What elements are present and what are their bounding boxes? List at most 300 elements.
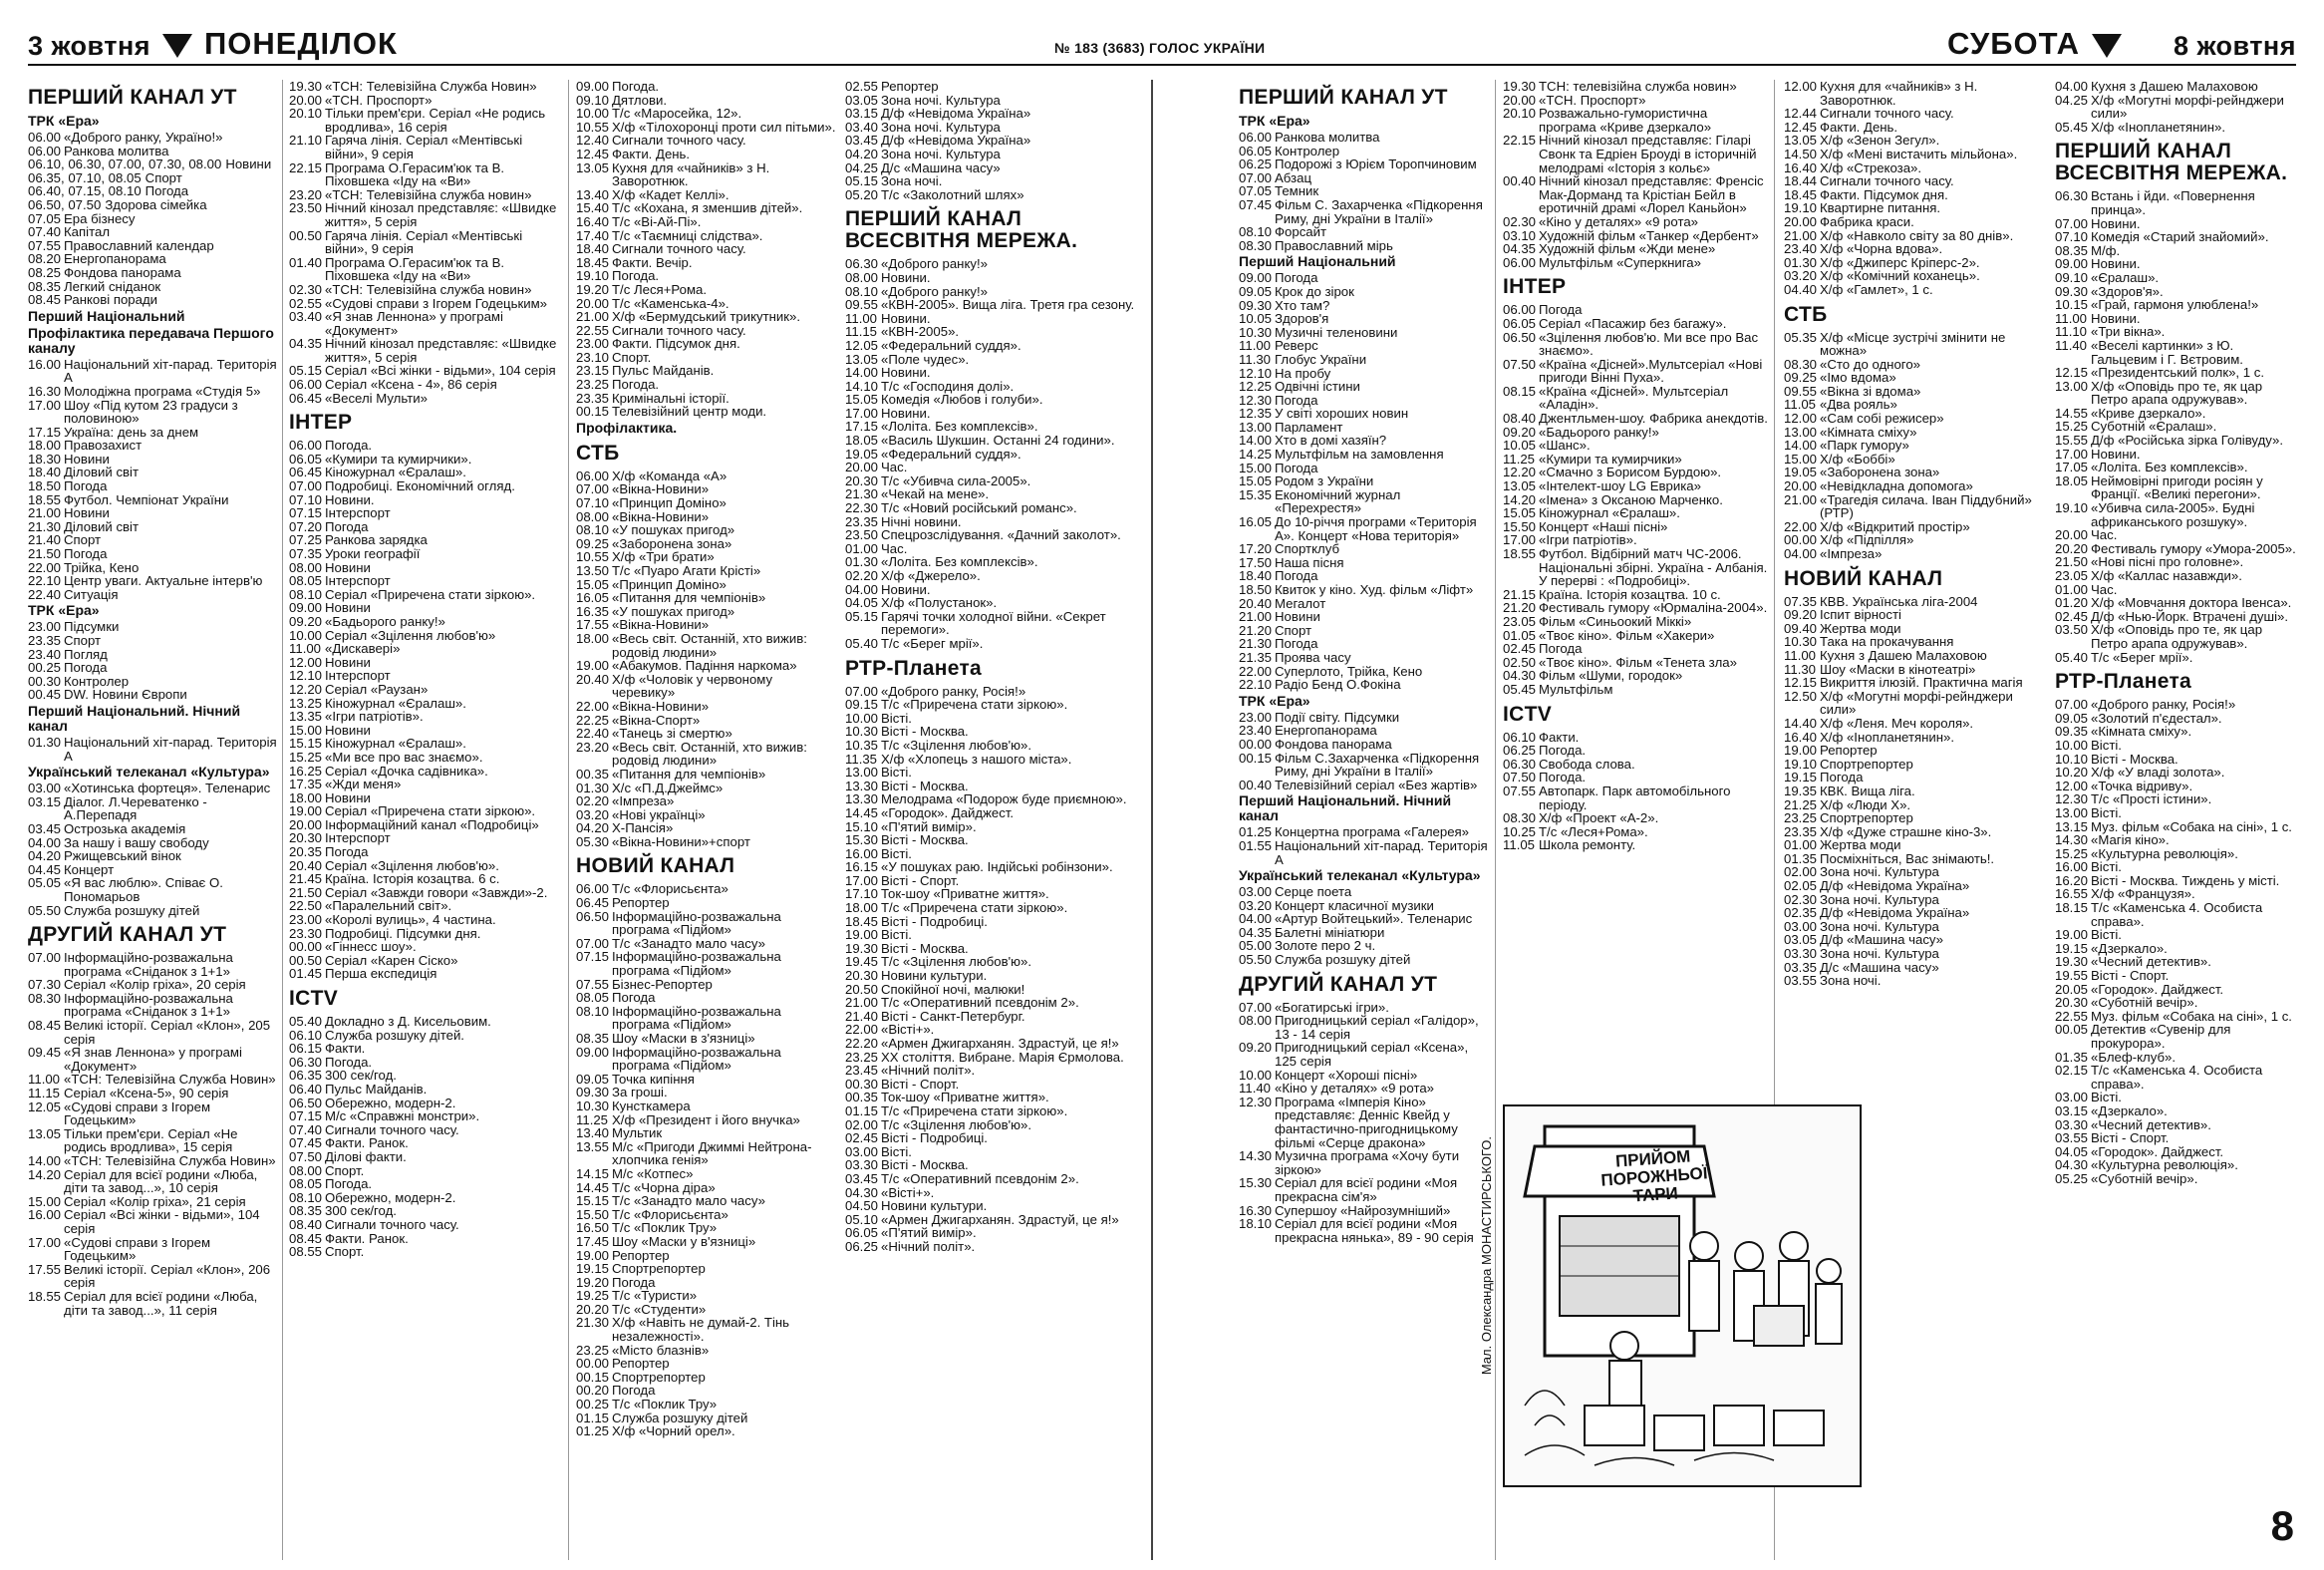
program-time: 09.35 <box>2055 724 2089 740</box>
program-time: 17.35 <box>289 777 323 792</box>
program-item <box>28 620 277 634</box>
program-title: Д/с «Машина часу» <box>881 159 1001 175</box>
program-item <box>845 915 1144 929</box>
program-title: Інформаційно-розважальна програма «Підйом» <box>612 949 781 979</box>
program-time: 03.20 <box>576 806 610 822</box>
program-time: 10.30 <box>1239 324 1273 340</box>
program-time: 08.00 <box>845 269 879 285</box>
program-item <box>845 780 1144 793</box>
program-title: Х/ф «Чорна вдова». <box>1820 241 1943 257</box>
program-title: «Два рояль» <box>1820 397 1897 413</box>
program-time: 06.10, 06.30, 07.00, 07.30, 08.00 <box>28 157 222 172</box>
program-time: 03.00 <box>2055 1090 2089 1105</box>
program-title: «Суботній вечір». <box>2091 1170 2198 1186</box>
program-time: 04.30 <box>2055 1157 2089 1173</box>
program-item <box>2055 860 2300 874</box>
program-time: 19.15 <box>1784 770 1818 785</box>
program-item <box>576 337 837 351</box>
program-item <box>28 561 277 575</box>
program-time: 00.35 <box>845 1090 879 1105</box>
program-title: Т/с «Заколотний шлях» <box>881 186 1024 202</box>
program-item <box>2055 217 2300 231</box>
program-time: 07.00 <box>845 683 879 699</box>
program-time: 04.05 <box>2055 1143 2089 1159</box>
program-time: 08.00 <box>289 1162 323 1178</box>
program-item <box>1239 678 1488 692</box>
program-title: «Країна «Дісней».Мультсеріал «Нові пригоди Вінні Пуха». <box>1539 356 1763 386</box>
program-title: «Кумири та кумирчики» <box>1539 451 1682 467</box>
program-title: Муз. фільм «Собака на сіні», 1 с. <box>2091 818 2292 834</box>
program-item <box>1784 161 2033 175</box>
program-time: 03.15 <box>845 106 879 122</box>
program-item <box>845 887 1144 901</box>
channel-heading: СТБ <box>1784 302 1828 326</box>
program-item <box>2055 528 2300 542</box>
program-time: 21.00 <box>28 505 62 521</box>
program-item <box>289 1029 563 1043</box>
left-day-name: ПОНЕДІЛОК <box>204 26 398 61</box>
program-item <box>28 904 277 918</box>
program-title: Програма «Імперія Кіно» представляє: Денніс Квейд у фантастично-пригодницькому фільмі «Серце дракона» <box>1275 1094 1458 1150</box>
program-title: Х/ф «Боббі» <box>1820 451 1895 467</box>
program-title: Ток-шоу «Приватне життя». <box>881 1090 1049 1105</box>
program-title: Зона ночі. Культура <box>1820 891 1939 907</box>
program-title: «Веселі картинки» з Ю. Гальцевим і Г. Вєтровим. <box>2091 337 2243 367</box>
program-column <box>845 80 1144 1254</box>
program-time: 21.35 <box>1239 649 1273 665</box>
program-title: Діловий світ <box>64 518 140 534</box>
program-item <box>576 937 837 951</box>
program-item <box>845 366 1144 380</box>
program-time: 02.30 <box>1784 891 1818 907</box>
program-title: Серіал «Карен Сіско» <box>325 952 458 968</box>
program-time: 05.15 <box>845 173 879 189</box>
program-time: 08.10 <box>576 1003 610 1019</box>
program-title: «Президентський полк», 1 с. <box>2091 365 2265 381</box>
program-time: 18.05 <box>2055 472 2089 488</box>
program-item <box>576 405 837 419</box>
program-item <box>576 1140 837 1167</box>
program-time: 23.25 <box>576 1342 610 1358</box>
channel-heading: ПЕРШИЙ КАНАЛ УТ <box>1239 86 1448 109</box>
program-item <box>845 474 1144 488</box>
program-title: Х/с «П.Д.Джеймс» <box>612 780 724 795</box>
program-item <box>289 913 563 927</box>
column-divider <box>1495 80 1496 1560</box>
program-title: «У пошуках пригод» <box>612 603 735 619</box>
program-title: Легкий сніданок <box>64 278 161 294</box>
program-title: Погода <box>1275 270 1318 286</box>
program-item <box>1503 744 1768 758</box>
program-time: 03.05 <box>845 92 879 108</box>
program-title: Погляд <box>64 646 108 662</box>
program-time: 14.55 <box>2055 405 2089 421</box>
program-title: Ржищевський вінок <box>64 848 181 864</box>
program-title: «Трагедія силача. Іван Піддубний» (РТР) <box>1820 491 2032 521</box>
program-item <box>845 610 1144 637</box>
program-title: Кримінальні історії. <box>612 390 729 406</box>
program-title: Новини. <box>881 405 931 421</box>
program-title: Національний хіт-парад. Територія А <box>64 734 277 764</box>
program-time: 21.20 <box>1503 600 1537 616</box>
program-title: «Бадьорого ранку!» <box>325 613 445 629</box>
program-time: 19.10 <box>576 268 610 284</box>
program-item <box>28 385 277 399</box>
program-item <box>2055 1023 2300 1050</box>
program-title: Серіал для всієї родини «Люба, діти та завод...», 11 серія <box>64 1288 258 1318</box>
program-time: 12.05 <box>28 1099 62 1114</box>
program-title: Правозахист <box>64 438 143 454</box>
program-title: Серіал «Зцілення любов'ю». <box>325 857 499 873</box>
program-title: Зона ночі. Культура <box>881 146 1001 161</box>
program-time: 14.20 <box>1503 491 1537 507</box>
program-title: Новини культури. <box>881 968 988 984</box>
program-item <box>2055 339 2300 366</box>
program-title: Свобода слова. <box>1539 756 1635 772</box>
program-title: «Зцілення любов'ю. Ми все про Вас знаємо». <box>1539 329 1759 359</box>
program-item <box>289 656 563 670</box>
program-item <box>845 1226 1144 1240</box>
program-item <box>28 131 277 145</box>
program-time: 00.00 <box>1239 736 1273 752</box>
program-title: Х/ф «Місце зустрічі змінити не можна» <box>1820 329 2006 359</box>
program-title: Репортер <box>1820 743 1878 759</box>
program-item <box>845 393 1144 407</box>
program-title: Посміхніться, Вас знімають!. <box>1820 850 1995 866</box>
right-day-name: СУБОТА <box>1946 26 2080 61</box>
program-time: 09.10 <box>2055 269 2089 285</box>
program-item <box>1239 353 1488 367</box>
program-item <box>2055 806 2300 820</box>
program-item <box>845 161 1144 175</box>
program-item <box>1784 493 2033 520</box>
program-title: «Доброго ранку!» <box>881 283 988 299</box>
program-title: «Армен Джигарханян. Здрастуй, це я!» <box>881 1036 1119 1051</box>
program-title: «Заборонена зона» <box>612 535 732 551</box>
program-item <box>2055 753 2300 767</box>
program-item <box>1239 448 1488 462</box>
program-item <box>2055 501 2300 528</box>
program-title: Фільм С.Захарченка «Підкорення Риму, дні України в Італії» <box>1275 750 1480 780</box>
program-item <box>1784 771 2033 785</box>
program-time: 00.15 <box>1239 750 1273 766</box>
program-item <box>576 978 837 992</box>
program-item <box>1784 663 2033 677</box>
program-item <box>28 453 277 467</box>
program-title: Новини <box>325 600 371 616</box>
program-time: 14.00 <box>28 1153 62 1168</box>
program-title: «Країна «Дісней». Мультсеріал «Аладін». <box>1539 383 1729 413</box>
program-time: 04.00 <box>1239 911 1273 927</box>
program-item <box>2055 257 2300 271</box>
header-rule <box>28 64 2296 66</box>
program-title: Служба розшуку дітей. <box>325 1027 464 1043</box>
channel-heading: РТР-Планета <box>2055 670 2192 694</box>
program-time: 11.30 <box>1239 351 1272 367</box>
program-item <box>289 601 563 615</box>
program-title: М/с «Справжні монстри». <box>325 1108 480 1124</box>
page-gutter <box>1151 80 1153 1560</box>
program-time: 21.25 <box>1784 796 1818 812</box>
program-title: Новини <box>325 722 371 738</box>
program-item <box>1503 642 1768 656</box>
program-title: Спорт. <box>325 1162 365 1178</box>
program-title: Інтерспорт <box>325 573 391 589</box>
program-item <box>845 685 1144 699</box>
program-title: «Судові справи з Ігорем Годецьким» <box>325 295 548 311</box>
program-time: 04.25 <box>2055 92 2089 108</box>
program-item <box>1503 358 1768 385</box>
program-time: 16.35 <box>576 603 610 619</box>
program-title: Факти. <box>325 1041 366 1057</box>
program-item <box>1784 838 2033 852</box>
program-title: Центр уваги. Актуальне інтерв'ю <box>64 573 263 589</box>
program-item <box>1503 385 1768 412</box>
program-title: Серце поета <box>1275 884 1352 900</box>
program-time: 18.30 <box>28 451 62 467</box>
program-title: Супершоу «Найрозумніший» <box>1275 1202 1451 1218</box>
program-item <box>2055 474 2300 501</box>
program-time: 14.15 <box>576 1165 610 1181</box>
program-time: 01.20 <box>2055 595 2089 611</box>
program-title: Тільки прем'єри. Серіал «Не родись вродлива», 15 серія <box>64 1125 238 1155</box>
program-title: Новини <box>325 654 371 670</box>
program-time: 06.05 <box>1239 143 1273 158</box>
sub-heading: Український телеканал «Культура» <box>1239 867 1481 884</box>
program-item <box>2055 847 2300 861</box>
program-item <box>1239 271 1488 285</box>
program-item <box>28 782 277 795</box>
program-time: 02.30 <box>1503 213 1537 229</box>
program-time: 18.40 <box>576 241 610 257</box>
program-item <box>289 493 563 507</box>
program-time: 07.00 <box>2055 215 2089 231</box>
program-item <box>1784 825 2033 839</box>
program-item <box>1503 547 1768 588</box>
program-time: 02.55 <box>289 295 323 311</box>
program-item <box>576 1424 837 1438</box>
program-item <box>1784 385 2033 399</box>
program-item <box>576 310 837 324</box>
program-time: 11.25 <box>1503 451 1536 467</box>
program-item <box>1784 398 2033 412</box>
program-item <box>1239 367 1488 381</box>
program-item <box>289 1097 563 1110</box>
program-time: 22.00 <box>28 559 62 575</box>
program-item <box>1784 256 2033 270</box>
program-title: Здорова сімейка <box>105 196 207 212</box>
program-item <box>1239 434 1488 448</box>
program-item <box>1784 188 2033 202</box>
program-item <box>28 1195 277 1209</box>
program-title: «Питання для чемпіонів» <box>612 590 766 606</box>
program-title: «Імена» з Оксаною Марченко. <box>1539 491 1723 507</box>
program-item <box>1503 758 1768 772</box>
program-time: 16.00 <box>28 356 62 372</box>
program-title: Дятлови. <box>612 92 668 108</box>
program-item <box>576 1194 837 1208</box>
program-title: Радіо Бенд О.Фокіна <box>1275 677 1401 693</box>
program-title: Погода <box>1275 392 1318 408</box>
program-item <box>28 506 277 520</box>
program-title: «Здоров'я». <box>2091 283 2164 299</box>
program-item <box>2055 1145 2300 1159</box>
program-item <box>845 174 1144 188</box>
program-item <box>576 550 837 564</box>
program-item <box>289 697 563 711</box>
program-time: 19.00 <box>2055 927 2089 943</box>
program-title: Школа ремонту. <box>1539 837 1636 853</box>
program-title: Т/с «Леся+Рома». <box>1539 823 1648 839</box>
program-item <box>576 283 837 297</box>
program-item <box>289 1136 563 1150</box>
program-item <box>1503 771 1768 785</box>
program-time: 06.45 <box>289 390 323 406</box>
program-time: 15.40 <box>576 200 610 216</box>
program-time: 00.35 <box>576 766 610 782</box>
program-item <box>289 669 563 683</box>
program-item <box>1784 453 2033 467</box>
program-time: 20.35 <box>289 844 323 860</box>
program-item <box>28 533 277 547</box>
program-title: Погода <box>1275 636 1318 652</box>
program-time: 12.30 <box>1239 392 1273 408</box>
program-title: Репортер <box>612 1356 670 1372</box>
program-item <box>289 683 563 697</box>
program-title: Т/с «Ві-Ай-Пі». <box>612 213 702 229</box>
program-item <box>576 229 837 243</box>
program-item <box>1784 174 2033 188</box>
program-item <box>1503 629 1768 643</box>
program-title: «Три вікна». <box>2091 324 2166 340</box>
program-item <box>1784 520 2033 534</box>
program-item <box>289 642 563 656</box>
program-time: 04.40 <box>1784 281 1818 297</box>
program-item <box>2055 94 2300 121</box>
program-title: Вісті - Спорт. <box>2091 1130 2170 1146</box>
program-title: Зона ночі. Культура <box>1820 946 1939 962</box>
program-time: 02.45 <box>2055 608 2089 624</box>
program-item <box>2055 1104 2300 1118</box>
program-time: 10.35 <box>845 737 879 753</box>
program-time: 21.30 <box>1239 636 1273 652</box>
program-time: 08.20 <box>28 251 62 267</box>
program-item <box>845 996 1144 1010</box>
program-time: 00.25 <box>576 1397 610 1413</box>
program-item <box>576 910 837 937</box>
program-item <box>1784 242 2033 256</box>
program-item <box>1503 331 1768 358</box>
program-time: 22.00 <box>845 1022 879 1038</box>
program-item <box>576 659 837 673</box>
program-item <box>1239 637 1488 651</box>
program-item <box>28 520 277 534</box>
program-item <box>845 928 1144 942</box>
program-item <box>576 1221 837 1235</box>
program-item <box>28 795 277 822</box>
channel-heading: ICTV <box>289 987 339 1010</box>
program-title: Зона ночі. Культура <box>1820 864 1939 880</box>
program-title: Фондова панорама <box>1275 736 1392 752</box>
program-item <box>2055 1131 2300 1145</box>
program-time: 07.05 <box>28 210 62 226</box>
program-title: Серіал «Приречена стати зіркою». <box>325 803 536 819</box>
program-title: Кіножурнал «Єралаш». <box>325 736 466 752</box>
left-date: 3 жовтня <box>28 31 151 61</box>
program-title: Капітал <box>64 224 111 240</box>
program-time: 06.45 <box>576 895 610 911</box>
program-time: 12.00 <box>289 654 323 670</box>
program-title: Новини. <box>881 581 931 597</box>
program-title: Т/с «Прості істини». <box>2091 791 2212 807</box>
program-title: «Місто блазнів» <box>612 1342 710 1358</box>
program-time: 02.00 <box>1784 864 1818 880</box>
program-title: Т/с «Таємниці слідства». <box>612 227 763 243</box>
program-item <box>845 461 1144 474</box>
program-time: 15.05 <box>576 576 610 592</box>
program-time: 09.00 <box>1239 270 1273 286</box>
program-time: 09.05 <box>1239 283 1273 299</box>
program-item <box>576 1126 837 1140</box>
program-item <box>28 863 277 877</box>
program-time: 12.20 <box>1503 465 1537 480</box>
program-item <box>576 537 837 551</box>
program-title: Х/ф «Оповідь про те, як цар Петро арапа одружував». <box>2091 622 2263 651</box>
program-title: Д/ф «Російська зірка Голівуду». <box>2091 433 2284 449</box>
program-title: «Кумири та кумирчики». <box>325 451 472 467</box>
program-time: 22.40 <box>28 586 62 602</box>
program-title: Спецрозслідування. «Дачний заколот». <box>881 527 1121 543</box>
program-time: 08.30 <box>1784 356 1818 372</box>
program-title: «ТСН: Телевізійна служба новин» <box>325 281 532 297</box>
program-title: Сигнали точного часу. <box>612 133 746 149</box>
program-title: М/ф. <box>2091 242 2121 258</box>
program-item <box>576 882 837 896</box>
program-title: Вісті. <box>881 845 912 861</box>
program-time: 13.40 <box>576 1125 610 1141</box>
program-title: «П'ятий вимір». <box>881 1225 977 1241</box>
program-item <box>1239 421 1488 435</box>
program-time: 18.15 <box>2055 900 2089 916</box>
program-item <box>1239 380 1488 394</box>
program-item <box>1239 583 1488 597</box>
program-title: Шоу «Маски у в'язниці» <box>612 1233 756 1249</box>
program-time: 09.30 <box>576 1085 610 1100</box>
program-title: Національний хіт-парад. Територія А <box>1275 837 1488 867</box>
program-time: 03.55 <box>1784 973 1818 989</box>
program-title: Т/с «Берег мрії». <box>881 635 984 651</box>
program-item <box>845 448 1144 462</box>
program-item <box>1239 711 1488 725</box>
program-time: 07.45 <box>1239 196 1273 212</box>
program-title: Інформаційно-розважальна програма «Сніданок з 1+1» <box>64 950 233 979</box>
program-item <box>1503 479 1768 493</box>
program-item <box>1239 738 1488 752</box>
program-time: 15.00 <box>289 722 323 738</box>
program-title: Джентльмен-шоу. Фабрика анекдотів. <box>1539 411 1768 427</box>
program-title: Обережно, модерн-2. <box>325 1095 456 1110</box>
program-title: Бізнес-Репортер <box>612 976 713 992</box>
sub-heading: ТРК «Ера» <box>28 602 100 619</box>
program-item <box>576 201 837 215</box>
program-time: 04.35 <box>1503 241 1537 257</box>
program-title: «Вікна-Новини» <box>612 698 710 714</box>
program-column <box>289 80 563 1259</box>
program-title: «Жди меня» <box>325 777 402 792</box>
program-time: 23.30 <box>289 925 323 941</box>
program-time: 14.20 <box>28 1166 62 1182</box>
program-title: Служба розшуку дітей <box>1275 952 1411 968</box>
